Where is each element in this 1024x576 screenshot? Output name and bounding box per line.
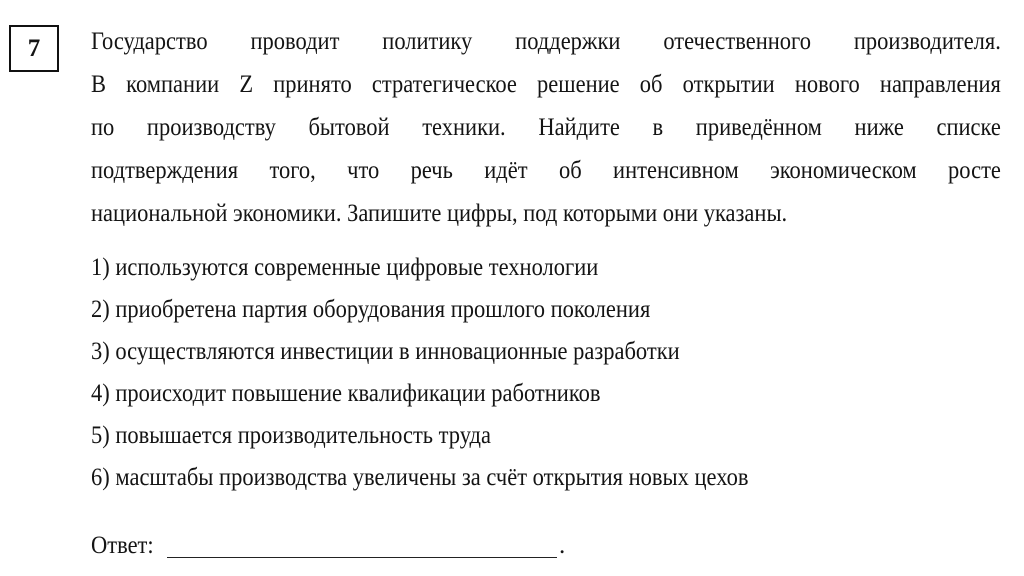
answer-blank-line[interactable] [167, 535, 557, 558]
task-number-box [9, 25, 59, 72]
option-item: 4) происходит повышение квалификации работников [91, 380, 601, 407]
answer-label: Ответ: [91, 532, 154, 559]
question-line: Государство проводит политику поддержки отечественного производителя. [91, 28, 1001, 55]
question-line: В компании Z принято стратегическое решение об открытии нового направления [91, 71, 1001, 98]
option-item: 2) приобретена партия оборудования прошлого поколения [91, 296, 651, 323]
question-line: по производству бытовой техники. Найдите в приведённом ниже списке [91, 114, 1001, 141]
question-line: подтверждения того, что речь идёт об интенсивном экономическом росте [91, 157, 1001, 184]
task-number: 7 [27, 34, 41, 62]
option-item: 6) масштабы производства увеличены за счёт открытия новых цехов [91, 464, 749, 491]
answer-options-list [91, 247, 822, 499]
question-text [91, 20, 1001, 235]
option-item: 1) используются современные цифровые технологии [91, 254, 599, 281]
option-item: 5) повышается производительность труда [91, 422, 491, 449]
question-line: национальной экономики. Запишите цифры, под которыми они указаны. [91, 200, 788, 227]
option-item: 3) осуществляются инвестиции в инновационные разработки [91, 338, 680, 365]
answer-row [91, 525, 565, 567]
answer-period: . [559, 532, 566, 559]
